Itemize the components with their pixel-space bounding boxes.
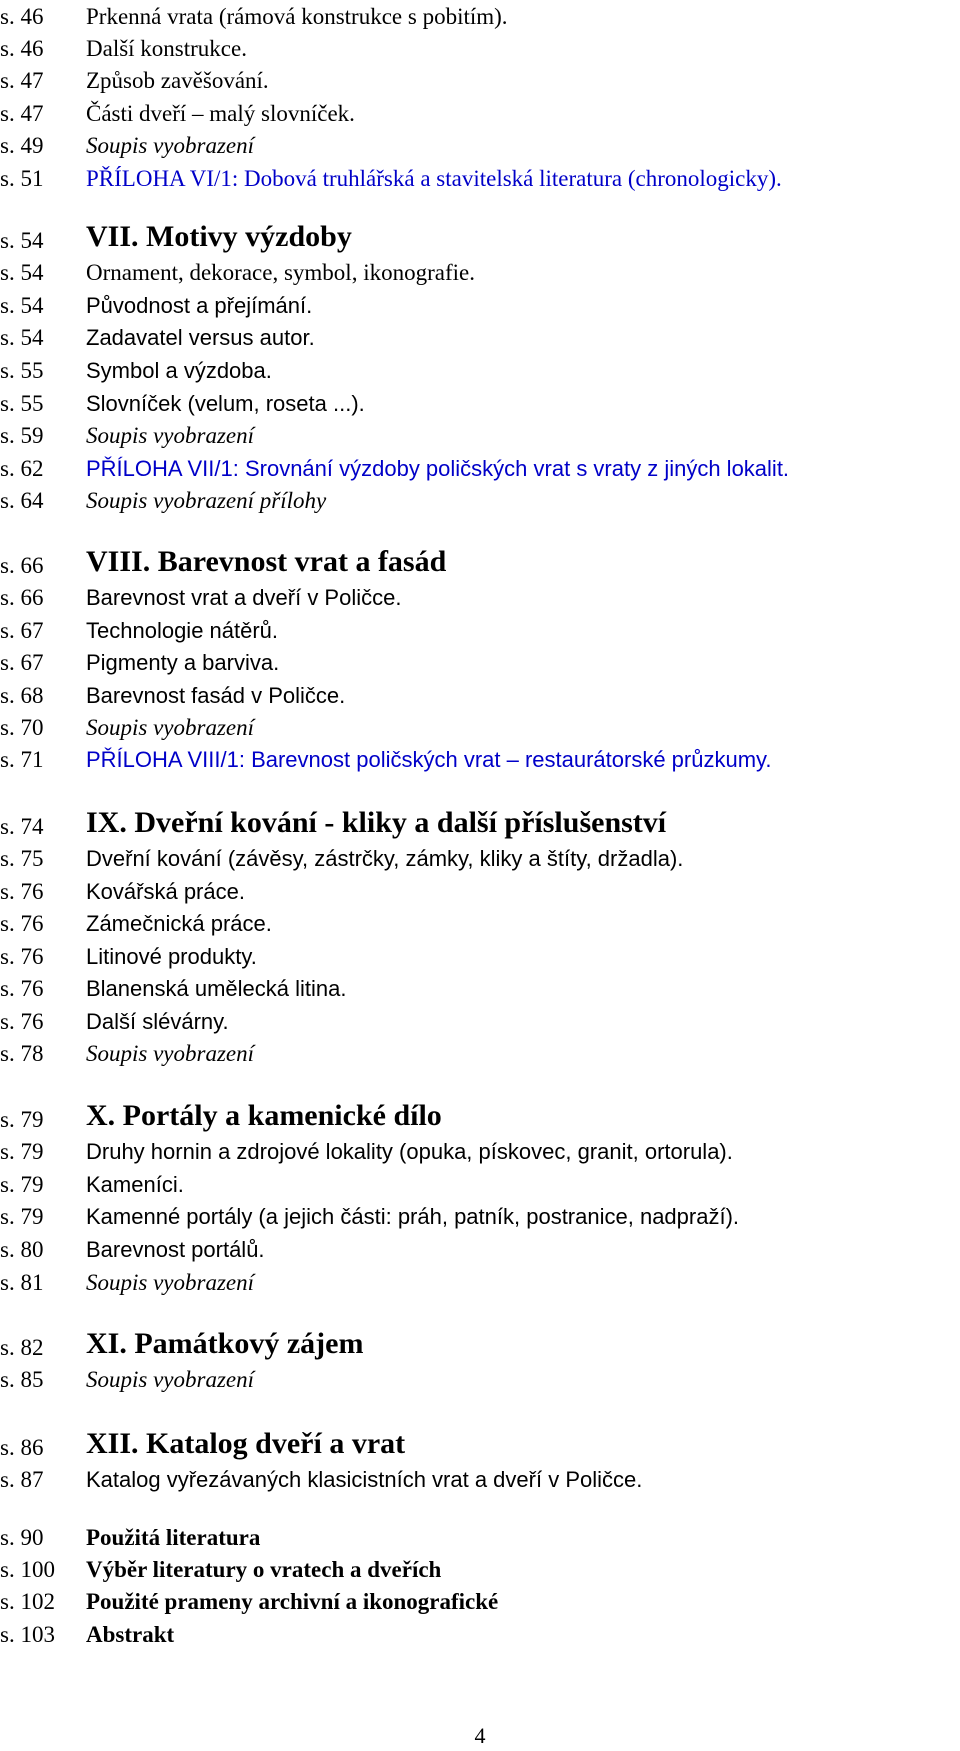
toc-page-ref: s. 76 (0, 944, 44, 969)
toc-entry-title: Soupis vyobrazení (86, 423, 255, 448)
toc-entry-title: Původnost a přejímání. (86, 293, 313, 318)
toc-page-ref: s. 79 (0, 1204, 44, 1229)
toc-page-ref: s. 67 (0, 618, 44, 643)
toc-page-ref: s. 47 (0, 68, 44, 93)
toc-entry-title: PŘÍLOHA VI/1: Dobová truhlářská a stavitelská literatura (chronologicky). (86, 166, 782, 191)
toc-entry-title: Abstrakt (86, 1622, 175, 1647)
toc-page-ref: s. 64 (0, 488, 44, 513)
toc-page-ref: s. 90 (0, 1525, 44, 1550)
toc-page-ref: s. 54 (0, 293, 44, 318)
toc-page-ref: s. 86 (0, 1435, 44, 1460)
toc-entry-title: Blanenská umělecká litina. (86, 976, 347, 1001)
toc-entry-title: Ornament, dekorace, symbol, ikonografie. (86, 260, 475, 285)
toc-entry-title: Další slévárny. (86, 1009, 229, 1034)
toc-entry-title: Prkenná vrata (rámová konstrukce s pobitím). (86, 4, 508, 29)
toc-page-ref: s. 79 (0, 1172, 44, 1197)
toc-page-ref: s. 75 (0, 846, 44, 871)
toc-page-ref: s. 82 (0, 1335, 44, 1360)
toc-entry-title: VII. Motivy výzdoby (86, 220, 352, 253)
toc-entry-title: Technologie nátěrů. (86, 618, 279, 643)
toc-entry-title: Soupis vyobrazení přílohy (86, 488, 327, 513)
page-number: 4 (474, 1723, 486, 1748)
toc-page-ref: s. 68 (0, 683, 44, 708)
toc-page-ref: s. 59 (0, 423, 44, 448)
toc-entry-title: Pigmenty a barviva. (86, 650, 280, 675)
toc-page-ref: s. 103 (0, 1622, 55, 1647)
toc-entry-title: Zámečnická práce. (86, 911, 272, 936)
toc-entry-title: Litinové produkty. (86, 944, 257, 969)
toc-page-ref: s. 54 (0, 325, 44, 350)
toc-page-ref: s. 66 (0, 553, 44, 578)
toc-entry-title: Další konstrukce. (86, 36, 247, 61)
toc-entry-title: XII. Katalog dveří a vrat (86, 1427, 406, 1460)
toc-entry-title: VIII. Barevnost vrat a fasád (86, 545, 447, 578)
toc-page-ref: s. 54 (0, 260, 44, 285)
toc-entry-title: Použitá literatura (86, 1525, 261, 1550)
toc-page-ref: s. 102 (0, 1589, 55, 1614)
toc-entry-title: Katalog vyřezávaných klasicistních vrat a dveří v Poličce. (86, 1467, 643, 1492)
toc-entry-title: XI. Památkový zájem (86, 1327, 364, 1360)
toc-entry-title: Barevnost portálů. (86, 1237, 265, 1262)
toc-page-ref: s. 100 (0, 1557, 55, 1582)
toc-entry-title: X. Portály a kamenické dílo (86, 1099, 442, 1132)
toc-page-ref: s. 76 (0, 879, 44, 904)
toc-entry-title: Barevnost fasád v Poličce. (86, 683, 346, 708)
toc-page-ref: s. 85 (0, 1367, 44, 1392)
toc-entry-title: Kamenné portály (a jejich části: práh, patník, postranice, nadpraží). (86, 1204, 740, 1229)
toc-entry-title: Dveřní kování (závěsy, zástrčky, zámky, kliky a štíty, držadla). (86, 846, 684, 871)
toc-entry-title: Barevnost vrat a dveří v Poličce. (86, 585, 402, 610)
toc-entry-title: Způsob zavěšování. (86, 68, 269, 93)
toc-entry-title: IX. Dveřní kování - kliky a další příslušenství (86, 806, 667, 839)
toc-entry-title: Druhy hornin a zdrojové lokality (opuka, pískovec, granit, ortorula). (86, 1139, 733, 1164)
toc-page-ref: s. 46 (0, 4, 44, 29)
toc-page-ref: s. 62 (0, 456, 44, 481)
toc-entry-title: Soupis vyobrazení (86, 1367, 255, 1392)
toc-entry-title: Soupis vyobrazení (86, 133, 255, 158)
toc-page-ref: s. 76 (0, 1009, 44, 1034)
toc-entry-title: Kameníci. (86, 1172, 184, 1197)
toc-page-ref: s. 76 (0, 976, 44, 1001)
toc-page-ref: s. 54 (0, 228, 44, 253)
toc-page-ref: s. 70 (0, 715, 44, 740)
toc-page-ref: s. 76 (0, 911, 44, 936)
toc-page-ref: s. 55 (0, 391, 44, 416)
toc-entry-title: Symbol a výzdoba. (86, 358, 272, 383)
toc-entry-title: Soupis vyobrazení (86, 715, 255, 740)
toc-entry-title: Kovářská práce. (86, 879, 245, 904)
toc-page-ref: s. 49 (0, 133, 44, 158)
toc-entry-title: Soupis vyobrazení (86, 1270, 255, 1295)
toc-entry-title: Soupis vyobrazení (86, 1041, 255, 1066)
toc-page-ref: s. 51 (0, 166, 44, 191)
toc-page-ref: s. 55 (0, 358, 44, 383)
toc-page-ref: s. 67 (0, 650, 44, 675)
toc-entry-title: Části dveří – malý slovníček. (86, 101, 355, 126)
toc-entry-title: PŘÍLOHA VIII/1: Barevnost poličských vrat – restaurátorské průzkumy. (86, 747, 772, 772)
toc-entry-title: Slovníček (velum, roseta ...). (86, 391, 365, 416)
toc-page-ref: s. 79 (0, 1139, 44, 1164)
toc-entry-title: PŘÍLOHA VII/1: Srovnání výzdoby poličských vrat s vraty z jiných lokalit. (86, 456, 790, 481)
toc-page-ref: s. 66 (0, 585, 44, 610)
toc-page-ref: s. 87 (0, 1467, 44, 1492)
toc-page-ref: s. 47 (0, 101, 44, 126)
toc-page-ref: s. 79 (0, 1107, 44, 1132)
toc-page-ref: s. 71 (0, 747, 44, 772)
toc-page-ref: s. 78 (0, 1041, 44, 1066)
toc-page-ref: s. 74 (0, 814, 44, 839)
toc-entry-title: Použité prameny archivní a ikonografické (86, 1589, 499, 1614)
toc-entry-title: Zadavatel versus autor. (86, 325, 315, 350)
toc-page-ref: s. 81 (0, 1270, 44, 1295)
toc-entry-title: Výběr literatury o vratech a dveřích (86, 1557, 442, 1582)
toc-page-ref: s. 80 (0, 1237, 44, 1262)
toc-page-ref: s. 46 (0, 36, 44, 61)
